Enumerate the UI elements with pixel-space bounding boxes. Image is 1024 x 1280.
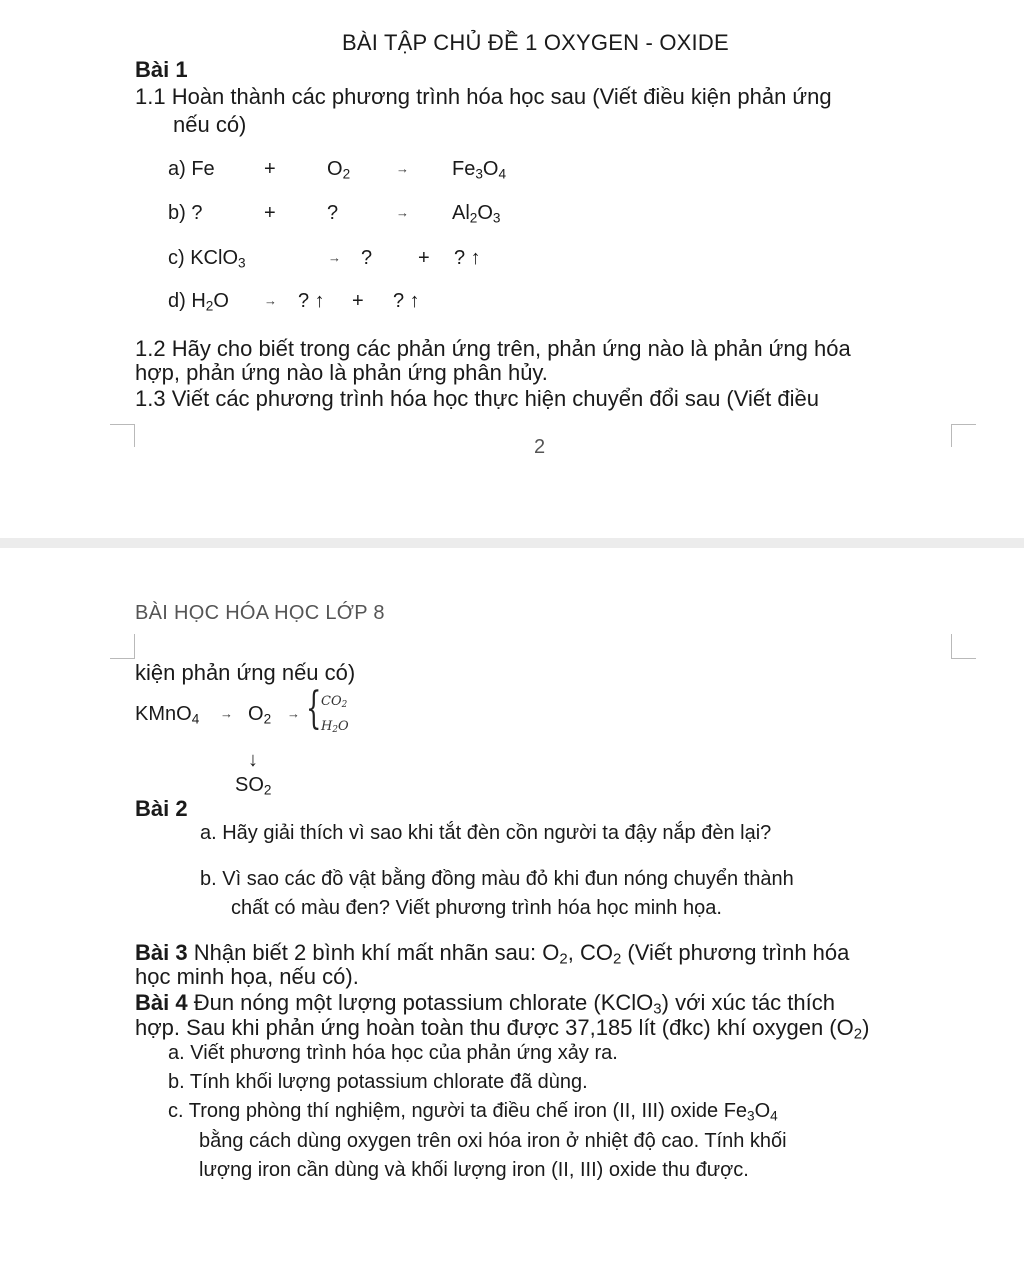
equation-a <box>168 157 688 181</box>
crop-mark-top-left <box>110 634 135 659</box>
question-1-3-line2: kiện phản ứng nếu có) <box>135 660 356 685</box>
bai2-heading: Bài 2 <box>135 796 188 821</box>
left-brace-icon: { <box>306 683 322 734</box>
equation-b-reactant2: ? <box>327 202 339 224</box>
bai4-item-a: a. Viết phương trình hóa học của phản ứng xảy ra. <box>168 1042 618 1064</box>
equation-b-arrow: → <box>396 205 409 220</box>
bai2-item-b-line2: chất có màu đen? Viết phương trình hóa học minh họa. <box>231 897 722 919</box>
bai4-item-c-line3: lượng iron cần dùng và khối lượng iron (II, III) oxide thu được. <box>199 1159 749 1181</box>
bai4-line1: Bài 4 Đun nóng một lượng potassium chlorate (KClO$_3$) với xúc tác thích <box>135 990 835 1018</box>
equation-a-reactant2: $O_2$ <box>327 158 351 182</box>
chain-kmno4: KMnO$_4$ <box>135 703 200 727</box>
crop-mark-bottom-left <box>110 424 135 447</box>
document-page-1 <box>0 0 1024 538</box>
chain-arrow-1: → <box>220 706 233 721</box>
equation-c-reactant: c) KClO$_3$ <box>168 247 246 271</box>
chain-o2: $O_2$ <box>248 703 272 727</box>
chain-co2: $CO_2$ <box>321 694 348 711</box>
question-1-1-line1: 1.1 Hoàn thành các phương trình hóa học sau (Viết điều kiện phản ứng <box>135 84 832 109</box>
bai2-item-b-line1: b. Vì sao các đồ vật bằng đồng màu đỏ khi đun nóng chuyển thành <box>200 868 794 890</box>
question-1-2-line2: hợp, phản ứng nào là phản ứng phân hủy. <box>135 360 548 385</box>
equation-c-product1: ? <box>361 247 373 269</box>
equation-a-reactant1: a) Fe <box>168 158 215 180</box>
crop-mark-top-right <box>951 634 976 659</box>
equation-c <box>168 246 688 270</box>
bai1-heading: Bài 1 <box>135 57 188 82</box>
equation-a-plus: + <box>264 158 276 180</box>
chain-h2o: $H_2O$ <box>321 719 349 736</box>
equation-b-product: $Al_2O_3$ <box>452 202 501 226</box>
equation-d-arrow: → <box>264 293 277 308</box>
crop-mark-bottom-right <box>951 424 976 447</box>
bai2-item-a: a. Hãy giải thích vì sao khi tắt đèn cồn người ta đậy nắp đèn lại? <box>200 822 772 844</box>
equation-d-product2: ? ↑ <box>393 290 420 312</box>
page-separator <box>0 538 1024 548</box>
bai3-line2: học minh họa, nếu có). <box>135 964 359 989</box>
equation-d <box>168 289 688 313</box>
question-1-1-line2: nếu có) <box>173 112 247 137</box>
bai4-item-b: b. Tính khối lượng potassium chlorate đã dùng. <box>168 1071 588 1093</box>
running-header: BÀI HỌC HÓA HỌC LỚP 8 <box>135 602 385 624</box>
equation-a-arrow: → <box>396 161 409 176</box>
chain-down-arrow-icon: ↓ <box>248 749 258 771</box>
chain-arrow-2: → <box>287 706 300 721</box>
bai4-item-c-line2: bằng cách dùng oxygen trên oxi hóa iron ở nhiệt độ cao. Tính khối <box>199 1130 787 1152</box>
bai4-label: Bài 4 <box>135 990 188 1015</box>
page-number: 2 <box>534 436 546 458</box>
bai4-item-c-line1: c. Trong phòng thí nghiệm, người ta điều chế iron (II, III) oxide $Fe_3O_4$ <box>168 1100 778 1124</box>
equation-c-arrow: → <box>328 250 341 265</box>
bai3-label: Bài 3 <box>135 940 188 965</box>
equation-b-reactant1: b) ? <box>168 202 203 224</box>
page-title: BÀI TẬP CHỦ ĐỀ 1 OXYGEN - OXIDE <box>342 30 729 55</box>
equation-d-plus: + <box>352 290 364 312</box>
equation-d-reactant: d) $H_2O$ <box>168 290 229 314</box>
equation-c-product2: ? ↑ <box>454 247 481 269</box>
equation-b <box>168 201 688 225</box>
equation-a-product: $Fe_3O_4$ <box>452 158 507 182</box>
question-1-2-line1: 1.2 Hãy cho biết trong các phản ứng trên, phản ứng nào là phản ứng hóa <box>135 336 851 361</box>
equation-d-product1: ? ↑ <box>298 290 325 312</box>
question-1-3-line1: 1.3 Viết các phương trình hóa học thực hiện chuyển đổi sau (Viết điều <box>135 386 819 411</box>
equation-c-plus: + <box>418 247 430 269</box>
chain-so2: $SO_2$ <box>235 774 272 798</box>
bai3-line1: Bài 3 Nhận biết 2 bình khí mất nhãn sau: $O_2$, $CO_2$ (Viết phương trình hóa <box>135 940 850 968</box>
chain-brace-group <box>306 683 366 742</box>
bai4-line2: hợp. Sau khi phản ứng hoàn toàn thu được 37,185 lít (đkc) khí oxygen $(O_2)$ <box>135 1015 870 1043</box>
equation-b-plus: + <box>264 202 276 224</box>
